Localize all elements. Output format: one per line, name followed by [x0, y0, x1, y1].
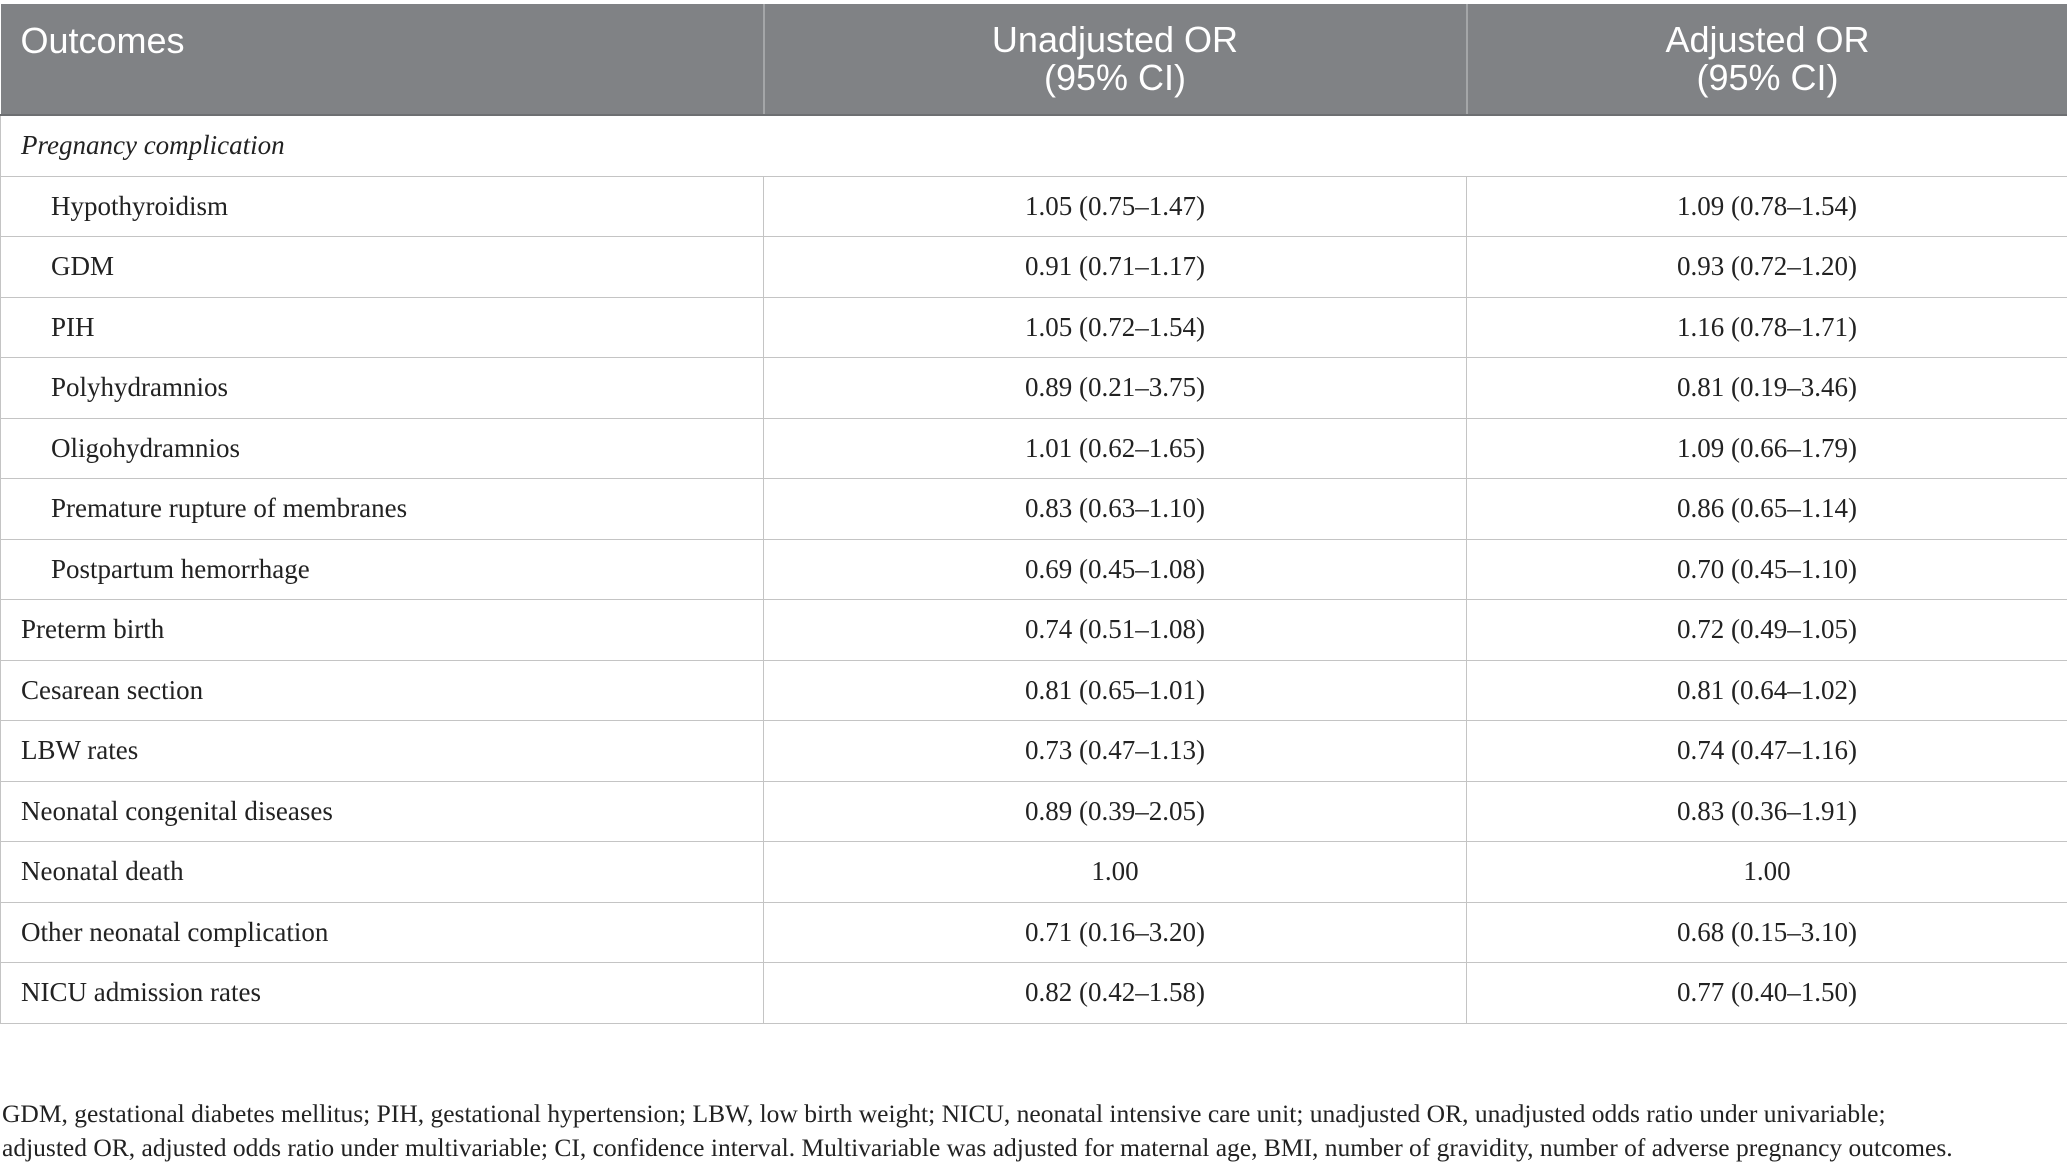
unadjusted-or-cell: 0.81 (0.65–1.01) — [764, 660, 1467, 721]
adjusted-or-cell: 0.72 (0.49–1.05) — [1467, 600, 2067, 661]
unadjusted-or-cell: 0.69 (0.45–1.08) — [764, 539, 1467, 600]
outcome-cell: Preterm birth — [1, 600, 764, 661]
unadjusted-or-cell: 0.89 (0.21–3.75) — [764, 358, 1467, 419]
header-adjusted-line2: (95% CI) — [1696, 57, 1839, 98]
table-row — [1, 721, 2067, 782]
header-adjusted-line1: Adjusted OR — [1665, 19, 1870, 60]
table-row — [1, 176, 2067, 237]
adjusted-or-cell: 0.70 (0.45–1.10) — [1467, 539, 2067, 600]
unadjusted-or-cell: 0.89 (0.39–2.05) — [764, 781, 1467, 842]
adjusted-or-cell: 0.77 (0.40–1.50) — [1467, 963, 2067, 1024]
header-unadjusted-line1: Unadjusted OR — [991, 19, 1239, 60]
unadjusted-or-cell: 1.05 (0.75–1.47) — [764, 176, 1467, 237]
table-row — [1, 358, 2067, 419]
section-row — [1, 115, 2067, 176]
outcome-cell: Other neonatal complication — [1, 902, 764, 963]
unadjusted-or-cell: 1.00 — [764, 842, 1467, 903]
outcome-cell: Neonatal death — [1, 842, 764, 903]
outcome-cell: Cesarean section — [1, 660, 764, 721]
adjusted-or-cell: 1.16 (0.78–1.71) — [1467, 297, 2067, 358]
table-row — [1, 539, 2067, 600]
outcome-cell: Hypothyroidism — [1, 176, 764, 237]
header-unadjusted-line2: (95% CI) — [1043, 57, 1187, 98]
header-row — [1, 4, 2067, 115]
odds-ratio-table — [0, 4, 2067, 1024]
header-outcomes — [1, 4, 764, 115]
adjusted-or-cell: 1.09 (0.78–1.54) — [1467, 176, 2067, 237]
table-row — [1, 902, 2067, 963]
adjusted-or-cell: 0.81 (0.64–1.02) — [1467, 660, 2067, 721]
outcome-cell: Postpartum hemorrhage — [1, 539, 764, 600]
outcome-cell: Oligohydramnios — [1, 418, 764, 479]
footnote-line-1: GDM, gestational diabetes mellitus; PIH, gestational hypertension; LBW, low birth weight; NICU, neonatal intensive care unit; unadjusted OR, unadjusted odds ratio under univariable; — [2, 1099, 1886, 1128]
adjusted-or-cell: 0.83 (0.36–1.91) — [1467, 781, 2067, 842]
odds-ratio-table-container — [0, 4, 2067, 1024]
outcome-cell: PIH — [1, 297, 764, 358]
footnote-line-2: adjusted OR, adjusted odds ratio under multivariable; CI, confidence interval. Multivariable was adjusted for maternal age, BMI, number of gravidity, number of adverse pregnancy outcomes. — [2, 1133, 1953, 1162]
table-row — [1, 842, 2067, 903]
outcome-cell: LBW rates — [1, 721, 764, 782]
unadjusted-or-cell: 0.71 (0.16–3.20) — [764, 902, 1467, 963]
table-footnote — [2, 1097, 2062, 1165]
unadjusted-or-cell: 0.82 (0.42–1.58) — [764, 963, 1467, 1024]
header-unadjusted-or — [764, 4, 1467, 115]
adjusted-or-cell: 0.86 (0.65–1.14) — [1467, 479, 2067, 540]
unadjusted-or-cell: 1.05 (0.72–1.54) — [764, 297, 1467, 358]
adjusted-or-cell: 1.00 — [1467, 842, 2067, 903]
adjusted-or-cell: 0.68 (0.15–3.10) — [1467, 902, 2067, 963]
table-row — [1, 781, 2067, 842]
unadjusted-or-cell: 1.01 (0.62–1.65) — [764, 418, 1467, 479]
header-adjusted-or — [1467, 4, 2067, 115]
outcome-cell: NICU admission rates — [1, 963, 764, 1024]
unadjusted-or-cell: 0.91 (0.71–1.17) — [764, 237, 1467, 298]
table-body — [1, 115, 2067, 1023]
table-row — [1, 963, 2067, 1024]
table-row — [1, 297, 2067, 358]
table-row — [1, 237, 2067, 298]
adjusted-or-cell: 0.93 (0.72–1.20) — [1467, 237, 2067, 298]
adjusted-or-cell: 0.81 (0.19–3.46) — [1467, 358, 2067, 419]
table-row — [1, 600, 2067, 661]
unadjusted-or-cell: 0.73 (0.47–1.13) — [764, 721, 1467, 782]
table-row — [1, 418, 2067, 479]
unadjusted-or-cell: 0.74 (0.51–1.08) — [764, 600, 1467, 661]
table-row — [1, 660, 2067, 721]
outcome-cell: GDM — [1, 237, 764, 298]
header-outcomes-label: Outcomes — [20, 20, 185, 61]
adjusted-or-cell: 1.09 (0.66–1.79) — [1467, 418, 2067, 479]
outcome-cell: Premature rupture of membranes — [1, 479, 764, 540]
unadjusted-or-cell: 0.83 (0.63–1.10) — [764, 479, 1467, 540]
outcome-cell: Neonatal congenital diseases — [1, 781, 764, 842]
section-label: Pregnancy complication — [1, 115, 2067, 176]
outcome-cell: Polyhydramnios — [1, 358, 764, 419]
table-row — [1, 479, 2067, 540]
adjusted-or-cell: 0.74 (0.47–1.16) — [1467, 721, 2067, 782]
table-header — [1, 4, 2067, 115]
